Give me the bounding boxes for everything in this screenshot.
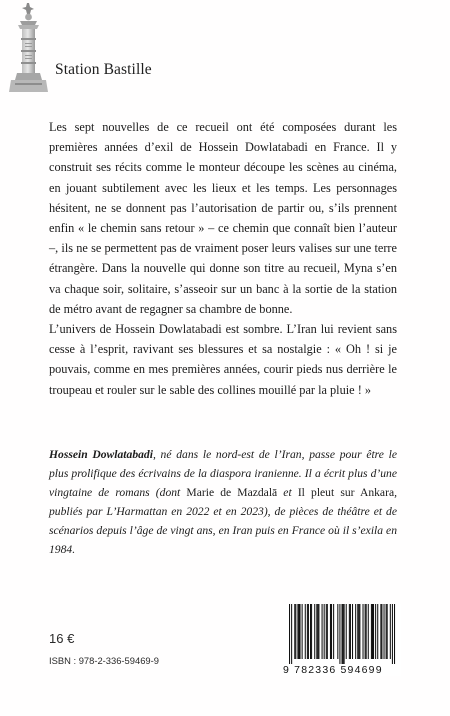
barcode-bar: [311, 604, 312, 659]
bio-text-2: et: [277, 485, 298, 499]
barcode: [283, 604, 401, 676]
bio-text-1: , né dans le nord-est de l’Iran, passe pour être le plus prolifique des écrivains de la diaspora iranienne. Il a écrit plus d’une vingtaine de romans (dont: [49, 448, 397, 499]
bastille-column-photo: [0, 0, 56, 92]
barcode-bar: [339, 604, 340, 664]
author-name: Hossein Dowlatabadi: [49, 448, 153, 461]
author-bio: [49, 446, 397, 559]
barcode-bar: [365, 604, 366, 659]
barcode-bar: [355, 604, 356, 659]
barcode-bar: [343, 604, 344, 664]
price: 16 €: [49, 631, 75, 646]
barcode-bar: [310, 604, 311, 659]
barcode-bar: [298, 604, 299, 659]
barcode-bar: [302, 604, 303, 659]
barcode-bar: [344, 604, 345, 664]
barcode-bar: [375, 604, 376, 659]
barcode-bar: [386, 604, 387, 659]
barcode-bar: [349, 604, 350, 659]
barcode-bar: [363, 604, 364, 659]
barcode-bar: [346, 604, 347, 659]
barcode-bar: [316, 604, 317, 659]
barcode-bar: [291, 604, 292, 664]
barcode-bar: [333, 604, 334, 659]
book-title-2: Il pleut sur Ankara: [297, 485, 395, 499]
barcode-bar: [358, 604, 359, 659]
barcode-bar: [326, 604, 327, 659]
barcode-bar: [327, 604, 328, 659]
barcode-bar: [381, 604, 382, 659]
barcode-bar: [317, 604, 318, 659]
barcode-bar: [300, 604, 301, 659]
isbn: ISBN : 978-2-336-59469-9: [49, 655, 159, 666]
barcode-bar: [394, 604, 395, 664]
barcode-bar: [392, 604, 393, 664]
barcode-bar: [352, 604, 353, 659]
bio-text-3: , publiés par L’Harmattan en 2022 et en 2023), de pièces de théâtre et de scénarios depuis l’âge de vingt ans, en Iran puis en France où il s’exila en 1984.: [49, 485, 397, 556]
barcode-bar: [295, 604, 296, 659]
barcode-bar: [377, 604, 378, 659]
barcode-bar: [297, 604, 298, 659]
barcode-bar: [359, 604, 360, 659]
barcode-bar: [331, 604, 332, 659]
barcode-bar: [366, 604, 367, 659]
barcode-bar: [368, 604, 369, 659]
barcode-bar: [371, 604, 372, 659]
blurb: [49, 117, 397, 400]
barcode-bar: [318, 604, 319, 659]
barcode-bar: [305, 604, 306, 659]
barcode-bars: [283, 604, 401, 664]
barcode-bar: [373, 604, 374, 659]
barcode-bar: [357, 604, 358, 659]
barcode-bar: [289, 604, 290, 664]
barcode-bar: [380, 604, 381, 659]
barcode-bar: [384, 604, 385, 659]
barcode-bar: [314, 604, 315, 659]
barcode-bar: [342, 604, 343, 664]
barcode-bar: [350, 604, 351, 659]
barcode-bar: [308, 604, 309, 659]
barcode-bar: [390, 604, 391, 659]
barcode-bar: [322, 604, 323, 659]
barcode-bar: [387, 604, 388, 659]
barcode-digits: 9 782336 594699: [283, 664, 383, 676]
barcode-bar: [330, 604, 331, 659]
barcode-bar: [337, 604, 338, 659]
book-title-1: Marie de Mazdalā: [186, 485, 278, 499]
blurb-paragraph-2: L’univers de Hossein Dowlatabadi est sombre. L’Iran lui revient sans cesse à l’esprit, ravivant ses blessures et sa nostalgie : « Oh ! si je pouvais, comme en mes premières années, courir pieds nus derrière le troupeau et rouler sur le sable des collines mouillé par la pluie ! »: [49, 322, 397, 397]
barcode-bar: [307, 604, 308, 659]
barcode-bar: [372, 604, 373, 659]
blurb-paragraph-1: Les sept nouvelles de ce recueil ont été composées durant les premières années d’exil de Hossein Dowlatabadi en France. Il y construit ses récits comme le monteur découpe les scènes au cinéma, en jouant subtilement avec les lieux et les temps. Les personnages hésitent, ne se donnent pas l’autorisation de partir ou, s’ils prennent enfin « le chemin sans retour » – ce chemin que connaît bien l’auteur –, ils ne se permettent pas de vraiment poser leurs valises sur une terre étrangère. Dans la nouvelle qui donne son titre au recueil, Myna s’en va chaque soir, solitaire, s’asseoir sur un banc à la sortie de la station de métro avant de regagner sa chambre de bonne.: [49, 120, 397, 316]
barcode-bar: [294, 604, 295, 659]
series-title: Station Bastille: [55, 61, 152, 78]
barcode-bar: [324, 604, 325, 659]
